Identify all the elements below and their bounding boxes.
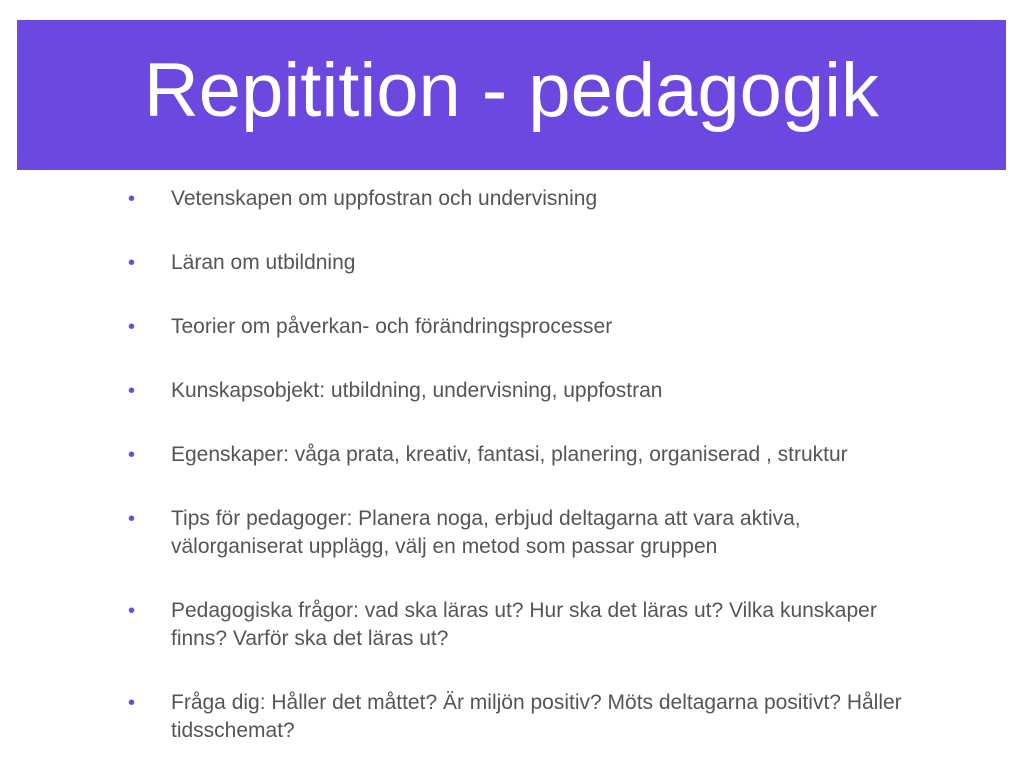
bullet-dot-icon: • bbox=[128, 600, 136, 622]
bullet-dot-icon: • bbox=[128, 380, 136, 402]
bullet-item bbox=[128, 313, 908, 341]
bullet-dot-icon: • bbox=[128, 692, 136, 714]
bullet-text: Egenskaper: våga prata, kreativ, fantasi, planering, organiserad , struktur bbox=[171, 443, 848, 466]
slide-title: Repitition - pedagogik bbox=[143, 48, 880, 133]
bullet-dot-icon: • bbox=[128, 444, 136, 466]
bullet-text: Pedagogiska frågor: vad ska läras ut? Hur ska det läras ut? Vilka kunskaper finns? Varför ska det läras ut? bbox=[171, 599, 877, 650]
bullet-item bbox=[128, 505, 908, 561]
bullet-text: Tips för pedagoger: Planera noga, erbjud deltagarna att vara aktiva, välorganiserat upplägg, välj en metod som passar gruppen bbox=[171, 507, 801, 558]
bullet-item bbox=[128, 377, 908, 405]
bullet-dot-icon: • bbox=[128, 508, 136, 530]
bullet-dot-icon: • bbox=[128, 252, 136, 274]
bullet-list bbox=[128, 185, 908, 768]
bullet-item bbox=[128, 249, 908, 277]
bullet-text: Vetenskapen om uppfostran och undervisning bbox=[171, 187, 598, 210]
title-banner bbox=[17, 20, 1006, 170]
bullet-text: Fråga dig: Håller det måttet? Är miljön positiv? Möts deltagarna positivt? Håller tidsschemat? bbox=[171, 691, 902, 742]
bullet-dot-icon: • bbox=[128, 188, 136, 210]
bullet-item bbox=[128, 597, 908, 653]
bullet-item bbox=[128, 689, 908, 745]
bullet-text: Läran om utbildning bbox=[171, 251, 356, 274]
bullet-text: Teorier om påverkan- och förändringsprocesser bbox=[171, 315, 613, 338]
bullet-dot-icon: • bbox=[128, 316, 136, 338]
bullet-text: Kunskapsobjekt: utbildning, undervisning, uppfostran bbox=[171, 379, 663, 402]
bullet-item bbox=[128, 185, 908, 213]
bullet-item bbox=[128, 441, 908, 469]
